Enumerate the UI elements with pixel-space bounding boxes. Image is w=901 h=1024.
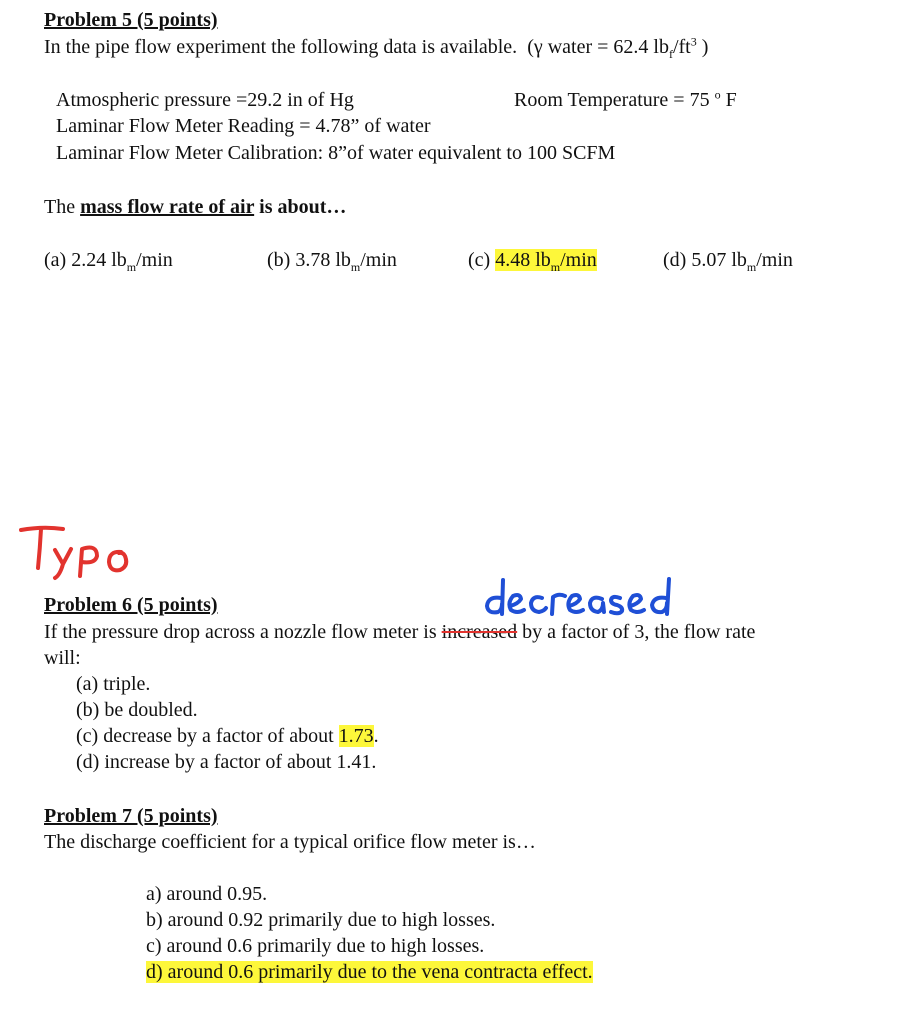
option-d-unit: /min	[756, 249, 793, 271]
problem6-option-c-pre: (c) decrease by a factor of about	[76, 725, 339, 747]
option-a-sub: m	[126, 260, 137, 274]
option-d-sub: m	[746, 260, 757, 274]
problem6-stem-post: by a factor of 3, the flow rate	[517, 621, 756, 643]
problem6-option-a: (a) triple.	[76, 673, 151, 695]
gamma-sup: 3	[690, 34, 697, 49]
gamma-unit: /ft	[672, 36, 691, 58]
gamma-close: )	[696, 36, 709, 58]
option-d-value: 5.07 lb	[691, 249, 747, 271]
problem5-intro-line	[44, 35, 708, 59]
problem6-option-c-highlight: 1.73	[338, 725, 374, 747]
atmospheric-pressure: Atmospheric pressure =29.2 in of Hg	[56, 89, 354, 111]
problem7-option-b: b) around 0.92 primarily due to high losses.	[146, 909, 496, 931]
decreased-annotation	[480, 574, 692, 618]
problem6-title: Problem 6 (5 points)	[44, 594, 218, 616]
option-c-highlight	[495, 249, 597, 274]
option-b-sub: m	[350, 260, 361, 274]
option-c-unit: /min	[560, 249, 597, 271]
problem7-stem: The discharge coefficient for a typical orifice flow meter is…	[44, 831, 536, 853]
option-b-label: (b)	[267, 249, 296, 271]
room-temp-text: Room Temperature = 75	[514, 89, 715, 111]
lfm-calibration: Laminar Flow Meter Calibration: 8”of water equivalent to 100 SCFM	[56, 142, 616, 164]
option-b-unit: /min	[360, 249, 397, 271]
question-post: is about…	[254, 196, 347, 218]
option-c-label: (c)	[468, 249, 496, 271]
problem6-option-d: (d) increase by a factor of about 1.41.	[76, 751, 377, 773]
option-a	[44, 248, 173, 272]
problem7-option-d-highlight: d) around 0.6 primarily due to the vena contracta effect.	[146, 961, 593, 983]
room-temp-degree: o	[714, 87, 721, 102]
option-d	[663, 248, 793, 272]
option-a-value: 2.24 lb	[71, 249, 127, 271]
option-a-label: (a)	[44, 249, 72, 271]
problem6-stem-line1	[44, 620, 755, 644]
problem6-option-b: (b) be doubled.	[76, 699, 198, 721]
problem5-title: Problem 5 (5 points)	[44, 9, 218, 31]
problem5-intro: In the pipe flow experiment the following data is available.	[44, 36, 518, 58]
option-b-value: 3.78 lb	[295, 249, 351, 271]
problem7-title: Problem 7 (5 points)	[44, 805, 218, 827]
option-b	[267, 248, 397, 272]
question-underlined: mass flow rate of air	[80, 196, 255, 218]
struck-word: increased	[441, 621, 518, 643]
option-c-sub: m	[550, 260, 561, 274]
problem6-stem-line2: will:	[44, 647, 81, 669]
problem7-option-d	[146, 960, 593, 984]
option-d-label: (d)	[663, 249, 692, 271]
room-temperature	[514, 88, 737, 112]
gamma-open: (	[527, 36, 534, 58]
problem7-option-a: a) around 0.95.	[146, 883, 268, 905]
typo-annotation	[15, 520, 140, 582]
gamma-symbol: γ	[533, 36, 543, 58]
problem5-question	[44, 195, 346, 219]
gamma-text: water = 62.4 lb	[542, 36, 669, 58]
option-a-unit: /min	[136, 249, 173, 271]
question-pre: The	[44, 196, 81, 218]
option-c	[468, 248, 597, 272]
option-c-value: 4.48 lb	[495, 249, 551, 271]
problem6-option-c-post: .	[373, 725, 379, 747]
problem6-stem-pre: If the pressure drop across a nozzle flow meter is	[44, 621, 442, 643]
lfm-reading: Laminar Flow Meter Reading = 4.78” of water	[56, 115, 431, 137]
question-emphasis	[80, 196, 346, 218]
problem6-option-c	[76, 724, 379, 748]
room-temp-unit: F	[720, 89, 737, 111]
problem7-option-c: c) around 0.6 primarily due to high losses.	[146, 935, 485, 957]
gamma-sub: f	[668, 47, 673, 61]
